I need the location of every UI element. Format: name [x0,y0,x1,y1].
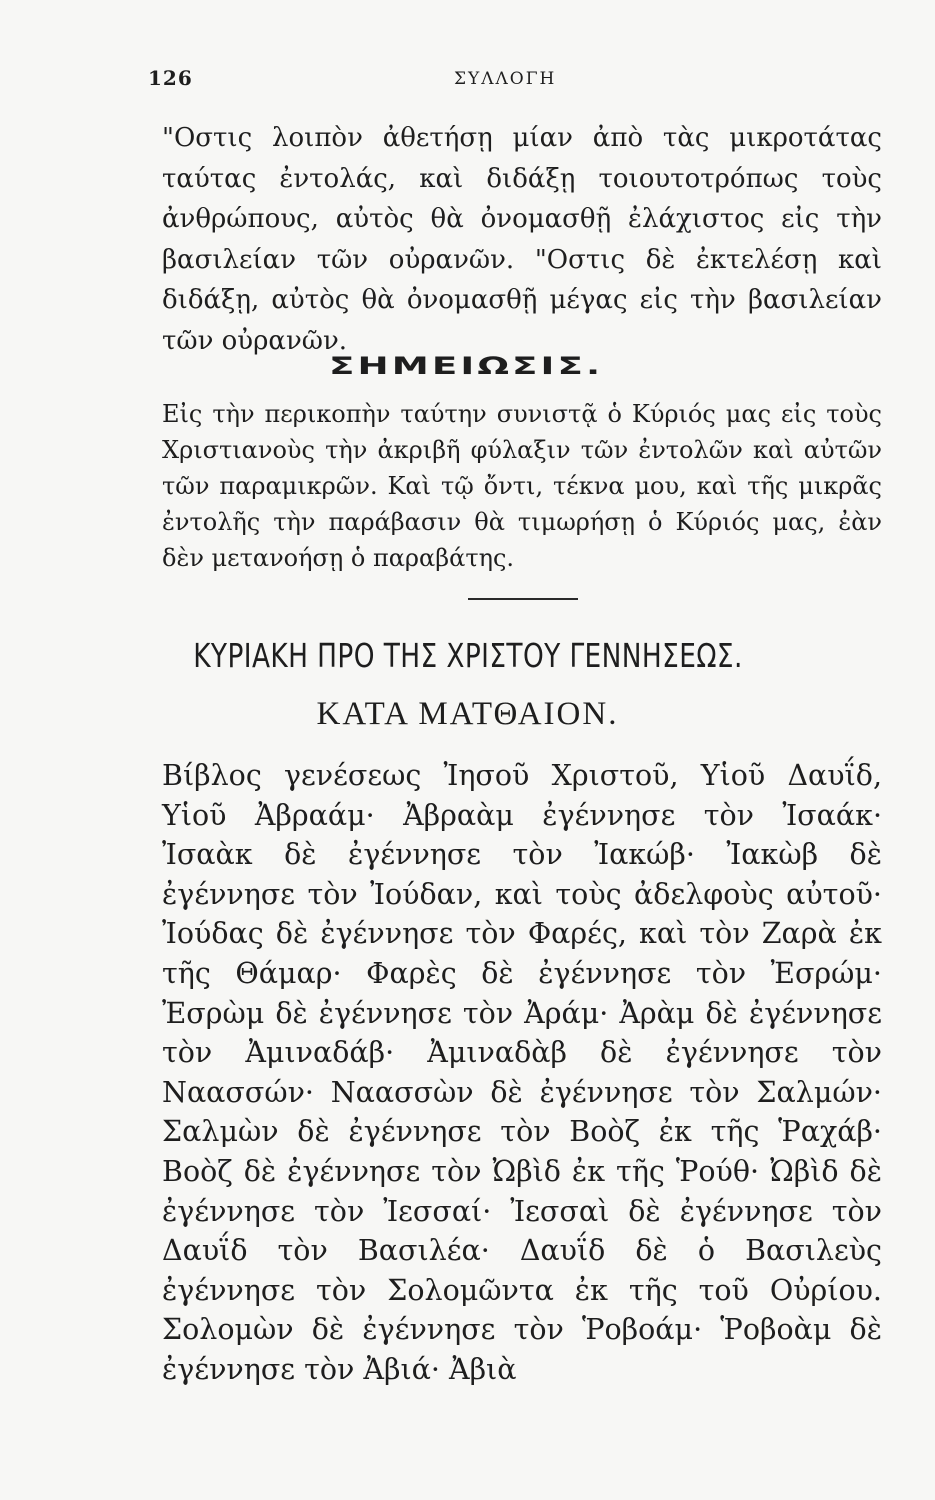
chapter-subtitle: ΚΑΤΑ ΜΑΤΘΑΙΟΝ. [316,696,619,732]
page-header [148,66,788,96]
running-head: ΣΥΛΛΟΓΗ [454,69,557,89]
gospel-paragraph: Βίβλος γενέσεως Ἰησοῦ Χριστοῦ, Υἱοῦ Δαυΐδ, Υἱοῦ Ἀβραάμ· Ἀβραὰμ ἐγέννησε τὸν Ἰσαάκ· Ἰσαὰκ δὲ ἐγέννησε τὸν Ἰακώβ· Ἰακὼβ δὲ ἐγέννησε τὸν Ἰούδαν, καὶ τοὺς ἀδελφοὺς αὐτοῦ· Ἰούδας δὲ ἐγέννησε τὸν Φαρές, καὶ τὸν Ζαρὰ ἐκ τῆς Θάμαρ· Φαρὲς δὲ ἐγέννησε τὸν Ἐσρώμ· Ἐσρὼμ δὲ ἐγέννησε τὸν Ἀράμ· Ἀρὰμ δὲ ἐγέννησε τὸν Ἀμιναδάβ· Ἀμιναδὰβ δὲ ἐγέννησε τὸν Ναασσών· Ναασσὼν δὲ ἐγέννησε τὸν Σαλμών· Σαλμὼν δὲ ἐγέννησε τὸν Βοὸζ ἐκ τῆς Ῥαχάβ· Βοὸζ δὲ ἐγέννησε τὸν Ὠβὶδ ἐκ τῆς Ῥούθ· Ὠβὶδ δὲ ἐγέννησε τὸν Ἰεσσαί· Ἰεσσαὶ δὲ ἐγέννησε τὸν Δαυΐδ τὸν Βασιλέα· Δαυΐδ δὲ ὁ Βασιλεὺς ἐγέννησε τὸν Σολομῶντα ἐκ τῆς τοῦ Οὐρίου. Σολομὼν δὲ ἐγέννησε τὸν Ῥοβοάμ· Ῥοβοὰμ δὲ ἐγέννησε τὸν Ἀβιά· Ἀβιὰ [162,759,882,1386]
section-divider [468,598,578,600]
page-number: 126 [148,66,193,90]
chapter-title: ΚΥΡΙΑΚΗ ΠΡΟ ΤΗΣ ΧΡΙΣΤΟΥ ΓΕΝΝΗΣΕΩΣ. [193,636,743,675]
passage-paragraph: "Οστις λοιπὸν ἀθετήσῃ μίαν ἀπὸ τὰς μικροτάτας ταύτας ἐντολάς, καὶ διδάξῃ τοιουτοτρόπως τοὺς ἀνθρώπους, αὐτὸς θὰ ὀνομασθῇ ἐλάχιστος εἰς τὴν βασιλείαν τῶν οὐρανῶν. "Οστις δὲ ἐκτελέσῃ καὶ διδάξῃ, αὐτὸς θὰ ὀνομασθῇ μέγας εἰς τὴν βασιλείαν τῶν οὐρανῶν. [162,123,882,356]
note-paragraph: Εἰς τὴν περικοπὴν ταύτην συνιστᾷ ὁ Κύριός μας εἰς τοὺς Χριστιανοὺς τὴν ἀκριβῆ φύλαξιν τῶν ἐντολῶν καὶ αὐτῶν τῶν παραμικρῶν. Καὶ τῷ ὄντι, τέκνα μου, καὶ τῆς μικρᾶς ἐντολῆς τὴν παράβασιν θὰ τιμωρήσῃ ὁ Κύριός μας, ἐὰν δὲν μετανοήσῃ ὁ παραβάτης. [162,400,882,572]
note-heading: ΣΗΜΕΙΩΣΙΣ. [328,352,604,380]
